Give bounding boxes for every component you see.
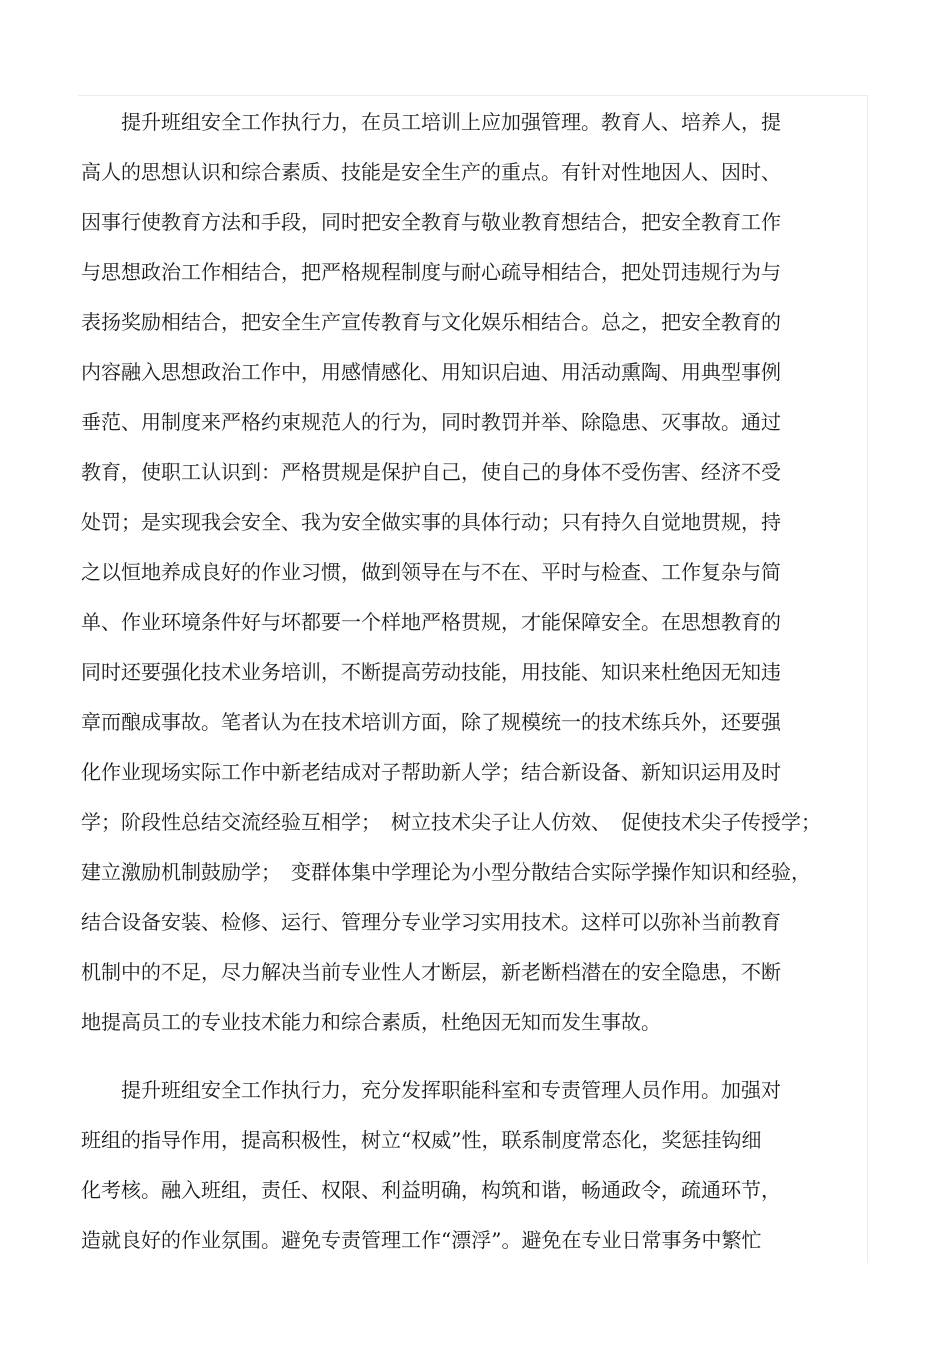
text-line: 垂范、用制度来严格约束规范人的行为，同时教罚并举、除隐患、灭事故。通过	[81, 410, 781, 434]
text-line: 班组的指导作用，提高积极性，树立“权威”性，联系制度常态化，奖惩挂钩细	[81, 1128, 762, 1152]
text-line: 化作业现场实际工作中新老结成对子帮助新人学；结合新设备、新知识运用及时	[81, 760, 781, 784]
text-line: 地提高员工的专业技术能力和综合素质，杜绝因无知而发生事故。	[81, 1010, 661, 1034]
text-line: 造就良好的作业氛围。避免专责管理工作“漂浮”。避免在专业日常事务中繁忙	[81, 1228, 762, 1252]
text-line: 结合设备安装、检修、运行、管理分专业学习实用技术。这样可以弥补当前教育	[81, 910, 781, 934]
text-line: 处罚；是实现我会安全、我为安全做实事的具体行动；只有持久自觉地贯规，持	[81, 510, 781, 534]
document-body	[81, 97, 851, 1265]
text-line: 章而酿成事故。笔者认为在技术培训方面，除了规模统一的技术练兵外，还要强	[81, 710, 781, 734]
text-line: 建立激励机制鼓励学； 变群体集中学理论为小型分散结合实际学操作知识和经验，	[81, 860, 811, 884]
text-line: 与思想政治工作相结合，把严格规程制度与耐心疏导相结合，把处罚违规行为与	[81, 260, 781, 284]
text-line: 学；阶段性总结交流经验互相学； 树立技术尖子让人仿效、 促使技术尖子传授学；	[81, 810, 821, 834]
paragraph-1	[81, 97, 851, 1047]
text-line: 提升班组安全工作执行力，在员工培训上应加强管理。教育人、培养人，提	[121, 110, 781, 134]
text-line: 提升班组安全工作执行力，充分发挥职能科室和专责管理人员作用。加强对	[121, 1078, 781, 1102]
text-line: 之以恒地养成良好的作业习惯，做到领导在与不在、平时与检查、工作复杂与简	[81, 560, 781, 584]
text-line: 高人的思想认识和综合素质、技能是安全生产的重点。有针对性地因人、因时、	[81, 160, 781, 184]
text-line: 表扬奖励相结合，把安全生产宣传教育与文化娱乐相结合。总之，把安全教育的	[81, 310, 781, 334]
text-line: 因事行使教育方法和手段，同时把安全教育与敬业教育想结合，把安全教育工作	[81, 210, 781, 234]
text-line: 内容融入思想政治工作中，用感情感化、用知识启迪、用活动熏陶、用典型事例	[81, 360, 781, 384]
paragraph-2	[81, 1065, 851, 1265]
text-line: 机制中的不足，尽力解决当前专业性人才断层，新老断档潜在的安全隐患，不断	[81, 960, 781, 984]
text-line: 化考核。融入班组，责任、权限、利益明确，构筑和谐，畅通政令，疏通环节，	[81, 1178, 781, 1202]
text-line: 同时还要强化技术业务培训，不断提高劳动技能，用技能、知识来杜绝因无知违	[81, 660, 781, 684]
text-line: 教育，使职工认识到：严格贯规是保护自己，使自己的身体不受伤害、经济不受	[81, 460, 781, 484]
paragraph-spacer	[81, 1047, 851, 1065]
text-line: 单、作业环境条件好与坏都要一个样地严格贯规，才能保障安全。在思想教育的	[81, 610, 781, 634]
